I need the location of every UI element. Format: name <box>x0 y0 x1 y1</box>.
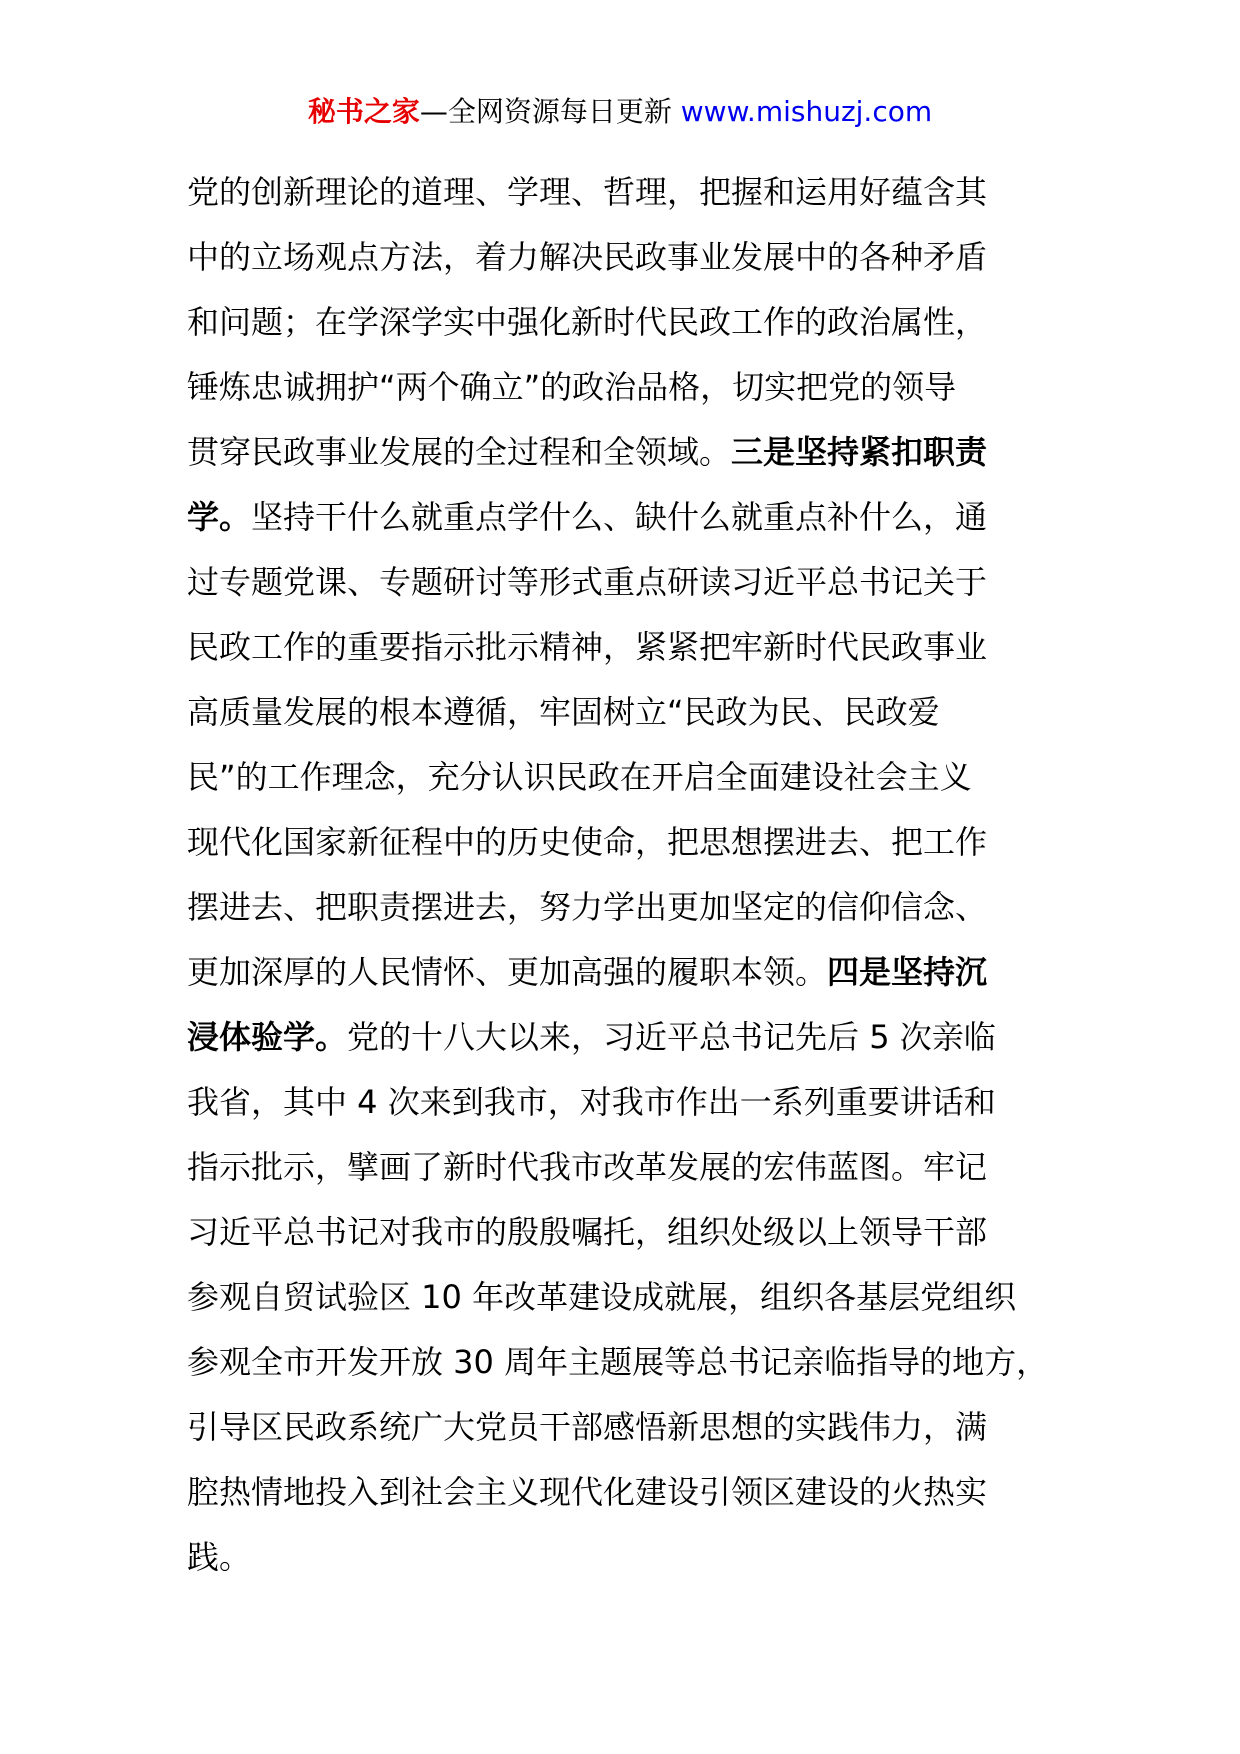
text-run: 参观全市开发开放 30 周年主题展等总书记亲临指导的地方， <box>187 1343 1049 1381</box>
brand-name: 秘书之家 <box>307 95 420 128</box>
text-line <box>187 1005 1087 1070</box>
text-line <box>187 420 1087 485</box>
text-run: 高质量发展的根本遵循，牢固树立“民政为民、民政爱 <box>187 693 940 731</box>
text-run: 和问题；在学深学实中强化新时代民政工作的政治属性， <box>187 303 988 341</box>
text-run: 我省，其中 4 次来到我市，对我市作出一系列重要讲话和 <box>187 1083 996 1121</box>
text-run: 引导区民政系统广大党员干部感悟新思想的实践伟力，满 <box>187 1408 988 1446</box>
text-run: 指示批示，擘画了新时代我市改革发展的宏伟蓝图。牢记 <box>187 1148 988 1186</box>
text-line <box>187 485 1087 550</box>
text-run: 习近平总书记对我市的殷殷嘱托，组织处级以上领导干部 <box>187 1213 988 1251</box>
text-line <box>187 940 1087 1005</box>
text-run: 腔热情地投入到社会主义现代化建设引领区建设的火热实 <box>187 1473 988 1511</box>
text-line <box>187 1460 1087 1525</box>
bold-heading: 学。 <box>187 498 252 536</box>
text-line <box>187 1200 1087 1265</box>
text-line <box>187 225 1087 290</box>
text-line <box>187 290 1087 355</box>
text-line <box>187 160 1087 225</box>
text-run: 坚持干什么就重点学什么、缺什么就重点补什么，通 <box>251 498 988 536</box>
text-run: 党的十八大以来，习近平总书记先后 5 次亲临 <box>347 1018 996 1056</box>
text-run: 更加深厚的人民情怀、更加高强的履职本领。 <box>187 953 828 991</box>
text-run: 民政工作的重要指示批示精神，紧紧把牢新时代民政事业 <box>187 628 988 666</box>
bold-heading: 四是坚持沉 <box>827 953 988 991</box>
text-line <box>187 550 1087 615</box>
text-run: 锤炼忠诚拥护“两个确立”的政治品格，切实把党的领导 <box>187 368 957 406</box>
text-line <box>187 355 1087 420</box>
page-header <box>0 92 1240 132</box>
text-line <box>187 745 1087 810</box>
text-run: 贯穿民政事业发展的全过程和全领域。 <box>187 433 732 471</box>
bold-heading: 三是坚持紧扣职责 <box>731 433 988 471</box>
header-tagline: —全网资源每日更新 <box>419 95 681 128</box>
text-line <box>187 1070 1087 1135</box>
text-run: 中的立场观点方法，着力解决民政事业发展中的各种矛盾 <box>187 238 988 276</box>
text-line <box>187 1395 1087 1460</box>
text-line <box>187 810 1087 875</box>
text-line <box>187 615 1087 680</box>
text-line <box>187 1525 1087 1590</box>
text-run: 现代化国家新征程中的历史使命，把思想摆进去、把工作 <box>187 823 988 861</box>
text-run: 民”的工作理念，充分认识民政在开启全面建设社会主义 <box>187 758 972 796</box>
text-line <box>187 1330 1087 1395</box>
text-line <box>187 1135 1087 1200</box>
text-run: 参观自贸试验区 10 年改革建设成就展，组织各基层党组织 <box>187 1278 1017 1316</box>
bold-heading: 浸体验学。 <box>187 1018 348 1056</box>
text-run: 摆进去、把职责摆进去，努力学出更加坚定的信仰信念、 <box>187 888 988 926</box>
text-run: 过专题党课、专题研讨等形式重点研读习近平总书记关于 <box>187 563 988 601</box>
text-line <box>187 680 1087 745</box>
document-body <box>187 160 1087 1590</box>
text-line <box>187 875 1087 940</box>
header-url[interactable]: www.mishuzj.com <box>680 95 933 128</box>
text-line <box>187 1265 1087 1330</box>
text-run: 党的创新理论的道理、学理、哲理，把握和运用好蕴含其 <box>187 173 988 211</box>
text-run: 践。 <box>187 1538 252 1576</box>
